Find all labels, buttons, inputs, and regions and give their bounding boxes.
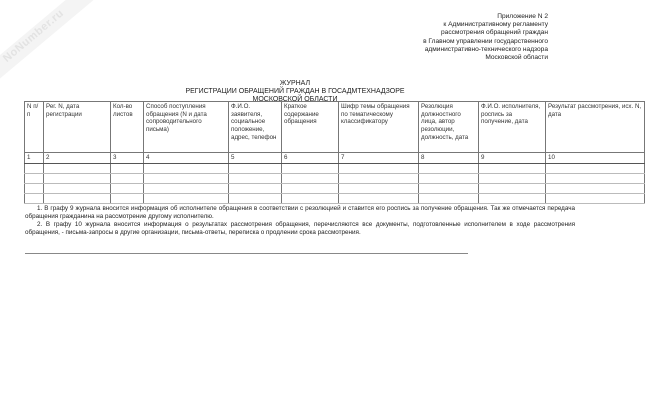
number-cell: 6 (282, 153, 339, 164)
cell (25, 173, 44, 183)
title-line: РЕГИСТРАЦИИ ОБРАЩЕНИЙ ГРАЖДАН В ГОСАДМТЕХНАДЗОРЕ (185, 88, 405, 95)
cell (419, 183, 479, 193)
table-row (25, 183, 645, 193)
cell (479, 173, 546, 183)
cell (419, 193, 479, 203)
cell (282, 163, 339, 173)
table-row (25, 163, 645, 173)
header-cell: Рег. N, дата регистрации (44, 102, 111, 153)
note-2: 2. В графу 10 журнала вносится информация о результатах рассмотрения обращения, перечисляются все документы, подготовленные исполнителем в ходе рассмотрения обращения, - письма-запросы в другие организации, письма-ответы, переписка о продлении срока рассмотрения. (25, 221, 575, 236)
number-cell: 8 (419, 153, 479, 164)
cell (339, 163, 419, 173)
cell (229, 173, 282, 183)
cell (229, 183, 282, 193)
title-line: ЖУРНАЛ (279, 80, 311, 87)
header-cell: Способ поступления обращения (N и дата сопроводительного письма) (144, 102, 229, 153)
number-cell: 5 (229, 153, 282, 164)
cell (546, 193, 645, 203)
header-cell: Краткое содержание обращения (282, 102, 339, 153)
cell (144, 193, 229, 203)
cell (144, 163, 229, 173)
header-cell: Ф.И.О. заявителя, социальное положение, адрес, телефон (229, 102, 282, 153)
appendix-line: рассмотрения обращений граждан (440, 29, 548, 37)
cell (144, 173, 229, 183)
divider (25, 253, 468, 254)
cell (229, 163, 282, 173)
cell (44, 163, 111, 173)
cell (282, 193, 339, 203)
header-cell: Результат рассмотрения, исх. N, дата (546, 102, 645, 153)
cell (144, 183, 229, 193)
cell (111, 193, 144, 203)
cell (25, 163, 44, 173)
header-cell: Шифр темы обращения по тематическому классификатору (339, 102, 419, 153)
cell (339, 173, 419, 183)
number-cell: 7 (339, 153, 419, 164)
cell (25, 193, 44, 203)
notes (25, 205, 575, 237)
appendix-header (423, 13, 548, 62)
cell (546, 173, 645, 183)
cell (479, 183, 546, 193)
number-cell: 2 (44, 153, 111, 164)
cell (25, 183, 44, 193)
number-cell: 3 (111, 153, 144, 164)
table-row (25, 193, 645, 203)
header-cell: Ф.И.О. исполнителя, роспись за получение, дата (479, 102, 546, 153)
cell (419, 173, 479, 183)
cell (44, 173, 111, 183)
cell (282, 183, 339, 193)
header-cell: Кол-во листов (111, 102, 144, 153)
cell (111, 183, 144, 193)
note-1: 1. В графу 9 журнала вносится информация об исполнителе обращения в соответствии с резолюцией и ставится его роспись за получение обращения. Так же отмечается передача обращения гражданина на рассмотрение другому исполнителю. (25, 205, 575, 220)
appendix-line: к Административному регламенту (443, 21, 548, 29)
cell (111, 163, 144, 173)
header-cell: N п/п (25, 102, 44, 153)
cell (229, 193, 282, 203)
journal-table (24, 101, 642, 204)
appendix-line: в Главном управлении государственного (423, 37, 548, 45)
header-cell: Резолюция должностного лица, автор резолюции, должность, дата (419, 102, 479, 153)
appendix-line: административно-технического надзора (424, 45, 548, 53)
watermark: NoNumber.ru (0, 7, 67, 65)
cell (44, 193, 111, 203)
cell (479, 163, 546, 173)
cell (44, 183, 111, 193)
cell (111, 173, 144, 183)
cell (419, 163, 479, 173)
number-cell: 4 (144, 153, 229, 164)
number-cell: 10 (546, 153, 645, 164)
cell (339, 183, 419, 193)
table-row (25, 173, 645, 183)
column-number-row (25, 153, 645, 164)
appendix-line: Приложение N 2 (497, 13, 548, 20)
title-line: МОСКОВСКОЙ ОБЛАСТИ (252, 96, 338, 103)
cell (479, 193, 546, 203)
header-row (25, 102, 645, 153)
appendix-line: Московской области (485, 54, 548, 62)
cell (546, 183, 645, 193)
number-cell: 1 (25, 153, 44, 164)
cell (282, 173, 339, 183)
number-cell: 9 (479, 153, 546, 164)
cell (339, 193, 419, 203)
cell (546, 163, 645, 173)
